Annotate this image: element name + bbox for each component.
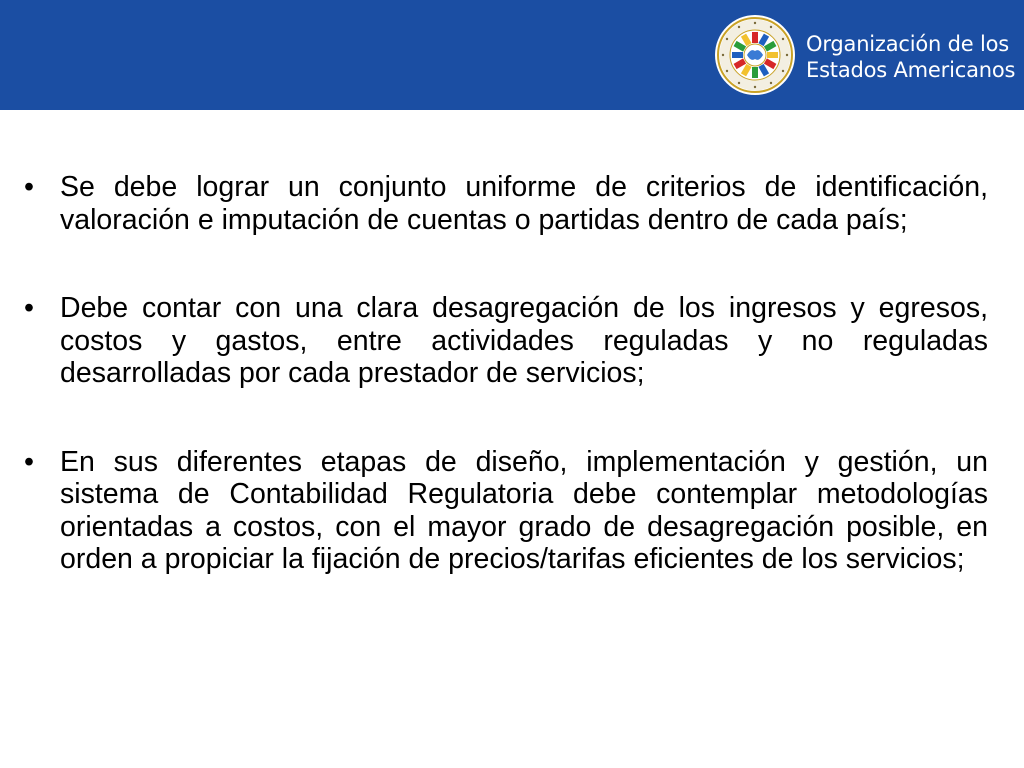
org-name — [806, 31, 1015, 83]
list-item — [24, 446, 988, 576]
bullet-text: Debe contar con una clara desagregación de los ingresos y egresos, costos y gastos, entre actividades reguladas y no reguladas desarrolladas por cada prestador de servicios; — [60, 292, 988, 389]
org-name-line1: Organización de los — [806, 32, 1009, 56]
bullet-icon: • — [24, 171, 34, 203]
list-item — [24, 171, 988, 236]
list-item — [24, 292, 988, 390]
bullet-icon: • — [24, 445, 34, 478]
org-name-line2: Estados Americanos — [806, 58, 1016, 82]
bullet-icon: • — [24, 292, 34, 324]
header-bar — [0, 0, 1024, 110]
bullet-text: Se debe lograr un conjunto uniforme de criterios de identificación, valoración e imputación de cuentas o partidas dentro de cada país; — [60, 171, 988, 236]
oas-seal-icon — [714, 14, 796, 96]
bullet-list — [24, 171, 988, 576]
bullet-text: En sus diferentes etapas de diseño, implementación y gestión, un sistema de Contabilidad Regulatoria debe contemplar metodologías orientadas a costos, con el mayor grado de desagregación posible, en orden a propiciar la fijación de precios/tarifas eficientes de los servicios; — [60, 445, 988, 575]
